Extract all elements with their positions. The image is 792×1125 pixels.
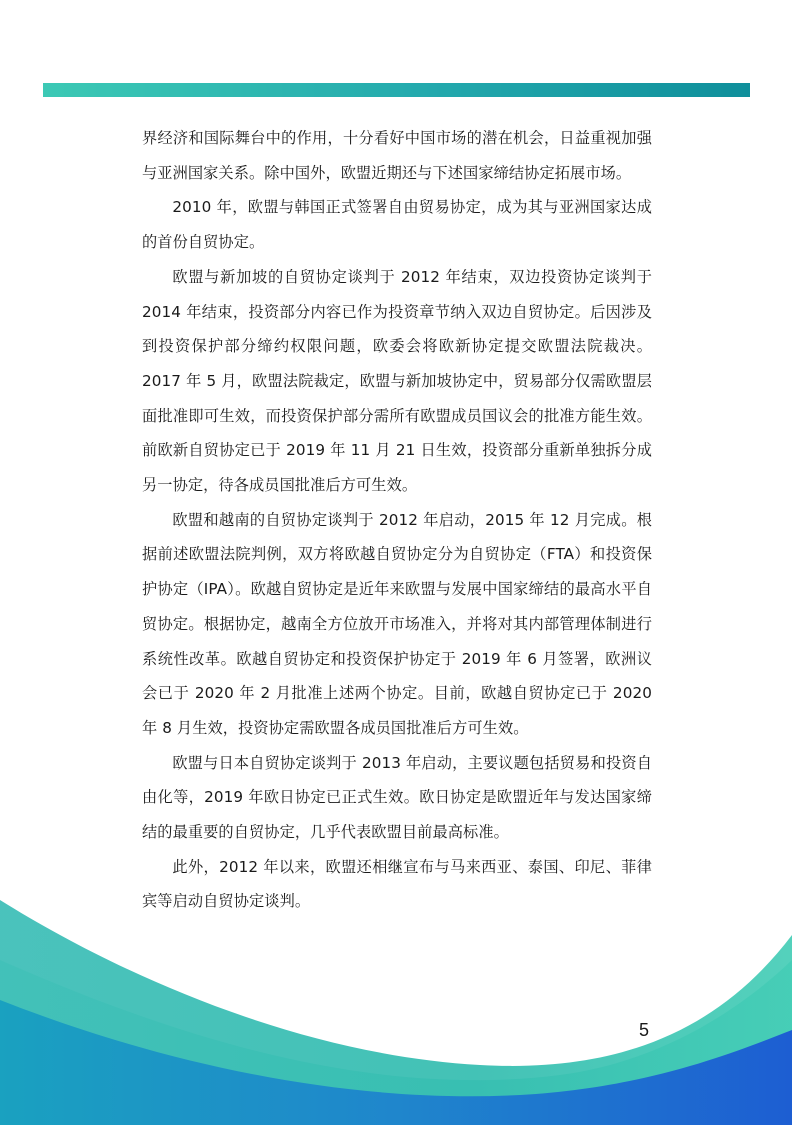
- paragraph-5: 欧盟与日本自贸协定谈判于 2013 年启动，主要议题包括贸易和投资自由化等，2019 年欧日协定已正式生效。欧日协定是欧盟近年与发达国家缔结的最重要的自贸协定，几乎代表欧盟目前最高标准。: [142, 753, 652, 842]
- paragraph-4: 欧盟和越南的自贸协定谈判于 2012 年启动，2015 年 12 月完成。根据前述欧盟法院判例，双方将欧越自贸协定分为自贸协定（FTA）和投资保护协定（IPA）。欧越自贸协定是近年来欧盟与发展中国家缔结的最高水平自贸协定。根据协定，越南全方位放开市场准入，并将对其内部管理体制进行系统性改革。欧越自贸协定和投资保护协定于 2019 年 6 月签署，欧洲议会已于 2020 年 2 月批准上述两个协定。目前，欧越自贸协定已于 2020 年 8 月生效，投资协定需欧盟各成员国批准后方可生效。: [142, 510, 652, 737]
- document-body: [142, 121, 652, 919]
- paragraph-1: 界经济和国际舞台中的作用，十分看好中国市场的潜在机会，日益重视加强与亚洲国家关系。除中国外，欧盟近期还与下述国家缔结协定拓展市场。: [142, 129, 652, 182]
- header-accent-bar: [43, 83, 750, 97]
- paragraph-3: 欧盟与新加坡的自贸协定谈判于 2012 年结束，双边投资协定谈判于 2014 年结束，投资部分内容已作为投资章节纳入双边自贸协定。后因涉及到投资保护部分缔约权限问题，欧委会将欧新协定提交欧盟法院裁决。2017 年 5 月，欧盟法院裁定，欧盟与新加坡协定中，贸易部分仅需欧盟层面批准即可生效，而投资保护部分需所有欧盟成员国议会的批准方能生效。前欧新自贸协定已于 2019 年 11 月 21 日生效，投资部分重新单独拆分成另一协定，待各成员国批准后方可生效。: [142, 267, 652, 495]
- paragraph-2: 2010 年，欧盟与韩国正式签署自由贸易协定，成为其与亚洲国家达成的首份自贸协定。: [142, 198, 652, 252]
- page-number: 5: [638, 1020, 649, 1040]
- paragraph-6: 此外，2012 年以来，欧盟还相继宣布与马来西亚、泰国、印尼、菲律宾等启动自贸协定谈判。: [142, 857, 652, 911]
